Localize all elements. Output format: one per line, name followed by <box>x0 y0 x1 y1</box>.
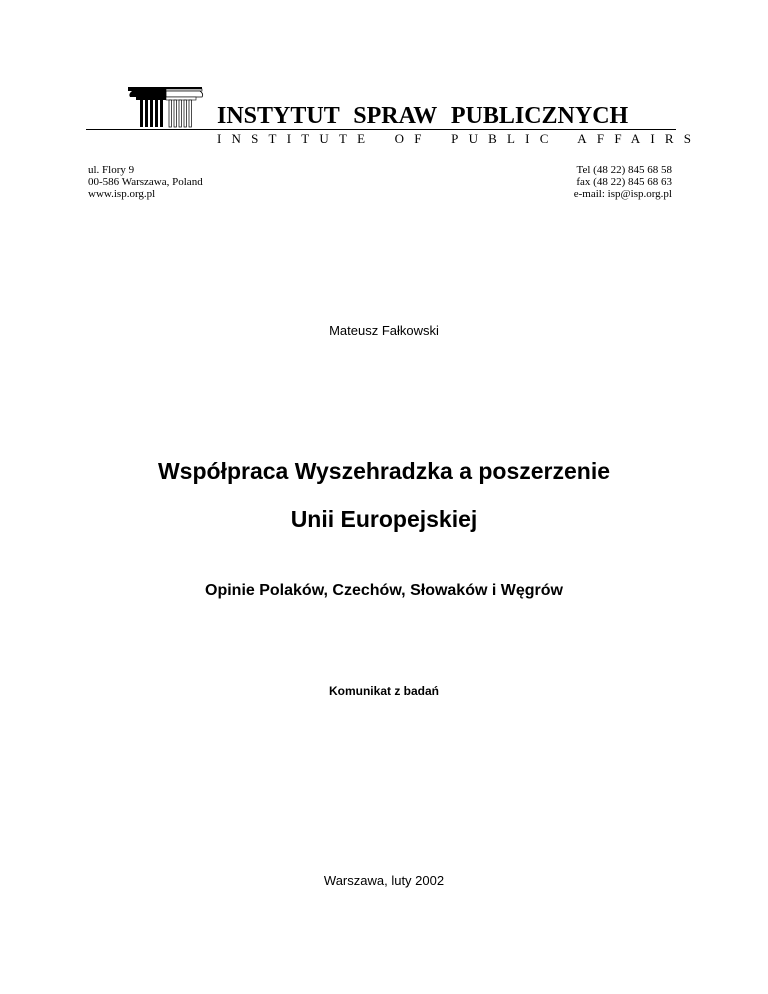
contact-details <box>574 164 672 200</box>
report-type: Komunikat z badań <box>328 684 439 698</box>
document-title-line-2: Unii Europejskiej <box>290 506 478 532</box>
fax-number: fax (48 22) 845 68 63 <box>576 176 672 188</box>
phone-number: Tel (48 22) 845 68 58 <box>576 164 672 176</box>
author-name: Mateusz Fałkowski <box>329 323 439 338</box>
place-and-date: Warszawa, luty 2002 <box>323 873 445 888</box>
institute-name-polish: INSTYTUT SPRAW PUBLICZNYCH <box>217 103 629 129</box>
header-divider <box>86 129 676 130</box>
email-address[interactable]: e-mail: isp@isp.org.pl <box>573 188 672 200</box>
address-city: 00-586 Warszawa, Poland <box>88 176 203 188</box>
document-title-line-1: Współpraca Wyszehradzka a poszerzenie <box>157 458 611 484</box>
address-street: ul. Flory 9 <box>88 164 135 176</box>
postal-address <box>88 164 203 200</box>
column-capital-icon <box>128 87 204 129</box>
institute-name-english: INSTITUTE OF PUBLIC AFFAIRS <box>217 131 702 146</box>
document-subtitle: Opinie Polaków, Czechów, Słowaków i Węgrów <box>205 582 563 599</box>
website-link[interactable]: www.isp.org.pl <box>88 188 156 200</box>
